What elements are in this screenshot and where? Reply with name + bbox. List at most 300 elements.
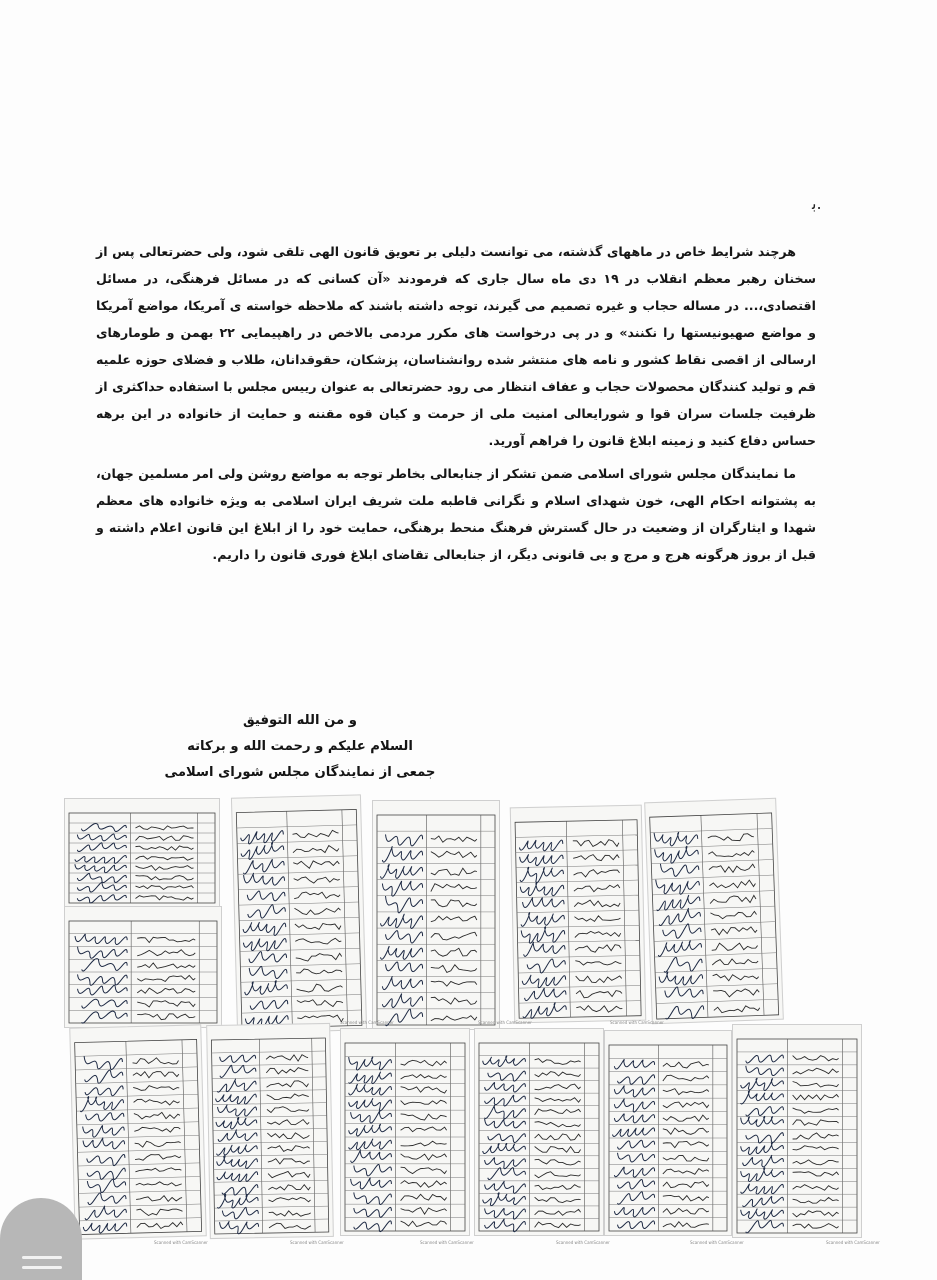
handwritten-signature xyxy=(216,1094,257,1104)
signature-sheet xyxy=(474,1028,604,1236)
handwritten-name xyxy=(401,1074,447,1079)
handwritten-signature xyxy=(82,999,127,1008)
handwritten-signature xyxy=(84,1070,122,1084)
handwritten-name xyxy=(431,932,477,940)
handwritten-signature xyxy=(349,1072,392,1084)
signature-table xyxy=(645,799,783,1023)
handwritten-signature xyxy=(381,864,423,878)
letter-body xyxy=(96,238,816,568)
handwritten-signature xyxy=(485,1105,526,1119)
handwritten-name xyxy=(401,1141,447,1146)
handwritten-name xyxy=(576,975,622,983)
handwritten-name xyxy=(713,973,759,981)
handwritten-name xyxy=(708,834,754,842)
handwritten-signature xyxy=(381,946,423,959)
handwritten-signature xyxy=(81,823,126,831)
handwritten-name xyxy=(793,1056,839,1061)
handwritten-name xyxy=(535,1146,581,1152)
handwritten-name xyxy=(431,997,477,1004)
handwritten-signature xyxy=(354,1192,392,1204)
handwritten-name xyxy=(297,999,343,1007)
handwritten-signature xyxy=(660,862,699,876)
handwritten-signature xyxy=(654,831,698,846)
handwritten-signature xyxy=(520,882,564,897)
handwritten-name xyxy=(576,990,622,998)
handwritten-signature xyxy=(618,1075,655,1085)
handwritten-signature xyxy=(77,834,126,841)
handwritten-name xyxy=(793,1211,839,1217)
handwritten-name xyxy=(135,826,193,830)
handwritten-signature xyxy=(220,1221,259,1234)
handwritten-name xyxy=(711,927,757,935)
handwritten-name xyxy=(793,1133,839,1139)
handwritten-signature xyxy=(485,1119,526,1128)
handwritten-name xyxy=(663,1128,709,1134)
handwritten-signature xyxy=(485,1181,526,1193)
handwritten-signature xyxy=(220,1065,256,1078)
handwritten-signature xyxy=(217,1194,258,1209)
handwritten-name xyxy=(135,1154,181,1161)
handwritten-name xyxy=(711,942,757,951)
signature-table xyxy=(605,1031,731,1235)
handwritten-name xyxy=(663,1195,709,1201)
handwritten-signature xyxy=(618,1192,655,1204)
handwritten-signature xyxy=(244,872,285,885)
handwritten-signature xyxy=(381,914,423,928)
handwritten-name xyxy=(134,1098,180,1106)
closing-line-2: السلام علیکم و رحمت الله و برکاته xyxy=(187,739,413,754)
handwritten-signature xyxy=(349,1124,392,1136)
handwritten-signature xyxy=(354,1207,392,1217)
handwritten-name xyxy=(401,1167,447,1173)
handwritten-name xyxy=(663,1115,709,1121)
handwritten-signature xyxy=(382,976,422,989)
handwritten-signature xyxy=(746,1133,784,1143)
handwritten-signature xyxy=(659,908,701,926)
handwritten-signature xyxy=(222,1185,258,1196)
handwritten-name xyxy=(431,981,477,986)
handwritten-signature xyxy=(614,1114,654,1123)
handwritten-name xyxy=(663,1155,709,1161)
signature-table xyxy=(341,1029,469,1235)
handwritten-name xyxy=(793,1146,839,1150)
handwritten-name xyxy=(401,1194,447,1200)
handwritten-name xyxy=(137,1001,195,1007)
handwritten-name xyxy=(401,1060,447,1065)
handwritten-signature xyxy=(349,1139,392,1150)
handwritten-signature xyxy=(386,962,423,972)
handwritten-name xyxy=(712,958,758,965)
handwritten-name xyxy=(793,1172,839,1176)
handwritten-signature xyxy=(243,859,284,874)
handwritten-signature xyxy=(75,855,126,863)
handwritten-name xyxy=(134,1112,180,1120)
handwritten-signature xyxy=(218,1129,257,1141)
handwritten-name xyxy=(431,884,477,892)
letter-paragraph-2: ما نمایندگان مجلس شورای اسلامی ضمن تشکر از جنابعالی بخاطر توجه به مواضع روشن ولی امر مسلمین جهان، به پشتوانه احکام الهی، خون شهدای اسلام و نگرانی قاطبه ملت شریف ایران اسلامی به ویژه خانواده های معظم شهدا و ایثارگران از وضعیت در حال گسترش فرهنگ منحط برهنگی، حمایت خود را از ابلاغ این قانون اعلام داشته و قبل از بروز هرگونه هرج و مرج و بی قانونی دیگر، از جنابعالی تقاضای ابلاغ فوری قانون را داریم. xyxy=(96,466,816,562)
handwritten-signature xyxy=(614,1086,654,1097)
handwritten-name xyxy=(573,854,619,861)
handwritten-name xyxy=(134,1126,180,1133)
handwritten-name xyxy=(431,868,477,875)
handwritten-signature xyxy=(217,1171,258,1182)
handwritten-signature xyxy=(349,1084,392,1095)
handwritten-name xyxy=(135,876,193,880)
handwritten-name xyxy=(663,1062,709,1068)
handwritten-name xyxy=(710,895,756,904)
handwritten-signature xyxy=(77,882,126,891)
handwritten-name xyxy=(535,1134,581,1140)
handwritten-name xyxy=(709,880,755,889)
handwritten-name xyxy=(132,1057,178,1065)
signature-table xyxy=(65,799,219,907)
handwritten-name xyxy=(267,1132,309,1139)
handwritten-name xyxy=(708,850,754,857)
handwritten-signature xyxy=(614,1208,654,1217)
handwritten-name xyxy=(663,1169,709,1175)
handwritten-signature xyxy=(386,896,423,913)
handwritten-signature xyxy=(386,931,423,943)
handwritten-name xyxy=(293,860,339,868)
handwritten-name xyxy=(135,1140,181,1147)
handwritten-signature xyxy=(741,1116,784,1126)
handwritten-signature xyxy=(354,1221,392,1232)
handwritten-signature xyxy=(75,934,127,944)
scan-footer: Scanned with CamScanner xyxy=(154,1240,208,1245)
handwritten-name xyxy=(431,948,477,956)
signature-sheet xyxy=(510,805,646,1024)
signature-table xyxy=(207,1024,333,1238)
handwritten-signature xyxy=(216,1117,257,1129)
handwritten-name xyxy=(137,950,195,956)
handwritten-signature xyxy=(741,1168,784,1182)
handwritten-name xyxy=(401,1221,447,1227)
handwritten-name xyxy=(793,1160,839,1165)
handwritten-signature xyxy=(741,1142,784,1154)
handwritten-signature xyxy=(382,881,422,896)
handwritten-name xyxy=(793,1185,839,1191)
handwritten-signature xyxy=(78,947,128,959)
handwritten-name xyxy=(575,960,621,966)
handwritten-signature xyxy=(386,834,423,845)
handwritten-signature xyxy=(527,959,565,974)
handwritten-name xyxy=(136,1208,182,1216)
handwritten-name xyxy=(133,1085,179,1091)
handwritten-name xyxy=(401,1114,447,1120)
handwritten-signature xyxy=(743,1155,784,1167)
handwritten-name xyxy=(663,1182,709,1188)
handwritten-signature xyxy=(483,1056,526,1067)
handwritten-signature xyxy=(249,966,287,980)
handwritten-signature xyxy=(75,864,126,872)
handwritten-signature xyxy=(382,994,422,1008)
handwritten-signature xyxy=(655,846,699,864)
handwritten-signature xyxy=(519,840,563,852)
handwritten-name xyxy=(137,975,195,981)
handwritten-name xyxy=(431,965,477,973)
handwritten-signature xyxy=(741,1184,784,1194)
handwritten-name xyxy=(135,846,193,850)
handwritten-signature xyxy=(218,1104,257,1116)
handwritten-signature xyxy=(522,897,564,907)
handwritten-name xyxy=(535,1172,581,1178)
handwritten-name xyxy=(535,1084,581,1090)
handwritten-name xyxy=(709,864,755,873)
handwritten-name xyxy=(575,931,621,938)
handwritten-name xyxy=(135,836,193,841)
handwritten-name xyxy=(573,869,619,877)
handwritten-name xyxy=(296,968,342,974)
handwritten-name xyxy=(573,839,619,847)
signature-sheet xyxy=(340,1028,470,1236)
handwritten-name xyxy=(535,1209,581,1215)
handwritten-signature xyxy=(664,956,703,972)
handwritten-signature xyxy=(83,1125,125,1137)
handwritten-signature xyxy=(243,938,286,951)
handwritten-signature xyxy=(349,1057,392,1070)
handwritten-name xyxy=(710,911,756,919)
handwritten-name xyxy=(135,896,193,901)
signature-table xyxy=(232,795,366,1032)
handwritten-name xyxy=(663,1089,709,1095)
handwritten-signature xyxy=(83,1137,125,1149)
signature-table xyxy=(373,801,499,1029)
handwritten-signature xyxy=(746,1055,784,1063)
handwritten-signature xyxy=(743,1196,784,1206)
signature-sheet xyxy=(64,798,220,908)
handwritten-name xyxy=(535,1109,581,1115)
handwritten-name xyxy=(267,1106,309,1112)
handwritten-name xyxy=(268,1158,310,1164)
handwritten-name xyxy=(713,988,759,997)
signature-sheet xyxy=(604,1030,732,1236)
handwritten-name xyxy=(401,1208,447,1215)
signature-table xyxy=(70,1025,205,1238)
handwritten-name xyxy=(268,1185,310,1191)
handwritten-name xyxy=(136,1181,182,1187)
scan-footer: Scanned with CamScanner xyxy=(610,1020,664,1025)
handwritten-name xyxy=(401,1154,447,1160)
signature-table xyxy=(475,1029,603,1235)
handwritten-signature xyxy=(485,1219,526,1232)
handwritten-name xyxy=(663,1075,709,1081)
handwritten-signature xyxy=(351,1111,392,1123)
handwritten-name xyxy=(663,1208,709,1214)
handwritten-signature xyxy=(614,1099,654,1112)
handwritten-name xyxy=(268,1197,310,1202)
handwritten-signature xyxy=(614,1060,654,1069)
handwritten-signature xyxy=(82,1011,127,1023)
signature-sheet xyxy=(644,798,784,1024)
handwritten-signature xyxy=(349,1099,392,1111)
handwritten-signature xyxy=(521,926,565,943)
scan-footer: Scanned with CamScanner xyxy=(826,1240,880,1245)
handwritten-name xyxy=(574,915,620,921)
handwritten-name xyxy=(293,845,339,853)
handwritten-signature xyxy=(78,974,128,985)
scroll-thumb[interactable] xyxy=(0,1198,82,1280)
handwritten-signature xyxy=(618,1140,655,1149)
handwritten-signature xyxy=(250,1000,288,1009)
handwritten-signature xyxy=(222,1207,258,1219)
handwritten-name xyxy=(793,1081,839,1087)
letter-closing xyxy=(150,708,450,786)
handwritten-name xyxy=(294,876,340,883)
handwritten-name xyxy=(663,1102,709,1108)
handwritten-signature xyxy=(488,1168,526,1180)
handwritten-signature xyxy=(77,895,126,903)
handwritten-name xyxy=(137,988,195,993)
handwritten-name xyxy=(269,1223,311,1230)
handwritten-name xyxy=(269,1210,311,1216)
page-corner-mark: ﺑ. xyxy=(812,194,822,213)
handwritten-name xyxy=(663,1141,709,1147)
handwritten-signature xyxy=(216,1145,257,1156)
signature-sheet xyxy=(206,1023,334,1239)
handwritten-signature xyxy=(351,1150,392,1163)
handwritten-name xyxy=(401,1087,447,1093)
handwritten-signature xyxy=(614,1167,654,1177)
handwritten-name xyxy=(535,1197,581,1202)
handwritten-signature xyxy=(656,895,700,911)
handwritten-signature xyxy=(83,1222,127,1233)
handwritten-name xyxy=(431,1016,477,1021)
handwritten-signature xyxy=(485,1083,526,1092)
handwritten-signature xyxy=(613,1128,655,1137)
handwritten-name xyxy=(294,891,340,899)
handwritten-signature xyxy=(485,1158,526,1169)
handwritten-signature xyxy=(523,942,565,957)
handwritten-name xyxy=(137,937,195,942)
signature-sheet xyxy=(372,800,500,1030)
handwritten-name xyxy=(136,1195,182,1202)
handwritten-name xyxy=(576,1005,622,1013)
handwritten-signature xyxy=(483,1193,526,1206)
handwritten-signature xyxy=(483,1143,526,1153)
signature-sheet xyxy=(231,794,367,1033)
handwritten-signature xyxy=(217,1155,258,1169)
handwritten-signature xyxy=(249,951,287,963)
handwritten-signature xyxy=(618,1221,655,1229)
handwritten-name xyxy=(137,963,195,968)
handwritten-name xyxy=(431,836,477,842)
handwritten-signature xyxy=(522,974,566,988)
handwritten-name xyxy=(535,1122,581,1127)
handwritten-name xyxy=(295,923,341,931)
signature-table xyxy=(733,1025,861,1237)
handwritten-name xyxy=(431,900,477,907)
handwritten-name xyxy=(793,1095,839,1100)
handwritten-signature xyxy=(741,1078,784,1090)
handwritten-name xyxy=(297,1015,343,1023)
signature-table xyxy=(65,907,221,1027)
handwritten-name xyxy=(431,851,477,857)
handwritten-signature xyxy=(77,873,126,882)
handwritten-name xyxy=(401,1100,447,1104)
handwritten-signature xyxy=(77,843,126,852)
handwritten-name xyxy=(137,1014,195,1020)
handwritten-signature xyxy=(241,831,284,845)
handwritten-signature xyxy=(86,1112,124,1121)
scan-footer: Scanned with CamScanner xyxy=(556,1240,610,1245)
handwritten-signature xyxy=(523,1003,567,1019)
handwritten-name xyxy=(574,899,620,907)
handwritten-signature xyxy=(220,1055,256,1063)
handwritten-name xyxy=(431,916,477,922)
scan-footer: Scanned with CamScanner xyxy=(690,1240,744,1245)
signature-sheet xyxy=(732,1024,862,1238)
handwritten-name xyxy=(535,1059,581,1065)
handwritten-signature xyxy=(382,847,422,863)
handwritten-name xyxy=(295,938,341,945)
handwritten-name xyxy=(793,1224,839,1229)
handwritten-signature xyxy=(658,940,702,956)
handwritten-signature xyxy=(243,922,286,937)
handwritten-name xyxy=(267,1094,309,1100)
signature-table xyxy=(511,806,645,1023)
signature-sheet xyxy=(64,906,222,1028)
handwritten-name xyxy=(135,886,193,890)
scan-footer: Scanned with CamScanner xyxy=(420,1240,474,1245)
handwritten-name xyxy=(296,983,342,992)
handwritten-signature xyxy=(78,985,128,995)
handwritten-name xyxy=(266,1081,308,1088)
handwritten-signature xyxy=(741,1209,784,1219)
handwritten-signature xyxy=(665,986,704,998)
handwritten-name xyxy=(268,1171,310,1178)
handwritten-signature xyxy=(741,1091,784,1104)
handwritten-signature xyxy=(244,980,287,995)
handwritten-signature xyxy=(248,904,286,918)
handwritten-signature xyxy=(84,1055,123,1070)
handwritten-signature xyxy=(524,988,566,1001)
handwritten-name xyxy=(793,1120,839,1125)
scan-footer: Scanned with CamScanner xyxy=(340,1020,394,1025)
handwritten-name xyxy=(714,1005,760,1013)
handwritten-name xyxy=(793,1108,839,1113)
handwritten-name xyxy=(401,1127,447,1132)
handwritten-signature xyxy=(618,1180,655,1189)
handwritten-signature xyxy=(746,1066,784,1076)
handwritten-signature xyxy=(354,1164,392,1175)
handwritten-signature xyxy=(485,1208,526,1219)
handwritten-signature xyxy=(351,1178,392,1189)
handwritten-signature xyxy=(521,912,565,926)
handwritten-signature xyxy=(520,854,564,866)
handwritten-name xyxy=(137,1222,183,1229)
handwritten-name xyxy=(135,856,193,860)
handwritten-signature xyxy=(87,1154,125,1166)
handwritten-name xyxy=(133,1071,179,1078)
handwritten-signature xyxy=(217,1079,256,1092)
handwritten-signature xyxy=(88,1192,126,1204)
handwritten-name xyxy=(793,1197,839,1203)
signature-sheet xyxy=(69,1024,207,1239)
handwritten-signature xyxy=(85,1086,123,1097)
handwritten-name xyxy=(268,1145,310,1151)
handwritten-name xyxy=(292,830,338,838)
handwritten-signature xyxy=(488,1071,526,1081)
handwritten-name xyxy=(535,1222,581,1228)
handwritten-signature xyxy=(663,923,702,938)
handwritten-signature xyxy=(241,842,284,860)
letter-paragraph-1: هرچند شرایط خاص در ماههای گذشته، می توانست دلیلی بر تعویق قانون الهی تلقی شود، ولی حضرتعالی پس از سخنان رهبر معظم انقلاب در ۱۹ دی ماه سال جاری که فرمودند «آن کسانی که در مسائل فرهنگی، در مسائل اقتصادی،... در مساله حجاب و غیره تصمیم می گیرند، توجه داشته باشند که ملاحظه خواسته ی آمریکا، مواضع آمریکا و مواضع صهیونیستها را نکنند» و در پی درخواست های مکرر مردمی بالاخص در راهپیمایی ۲۲ بهمن و طومارهای ارسالی از اقصی نقاط کشور و نامه های منتشر شده روانشناسان، پزشکان، حقوقدانان، طلاب و فضلای حوزه علمیه قم و تولید کنندگان محصولات حجاب و عفاف انتظار می رود حضرتعالی به عنوان رییس مجلس با استفاده حداکثری از ظرفیت جلسات سران قوا و شورایعالی امنیت ملی از حرمت و کیان قوه مقننه و حمایت از خانواده در این برهه حساس دفاع کنید و زمینه ابلاغ قانون را فراهم آورید. xyxy=(96,244,816,448)
handwritten-name xyxy=(535,1159,581,1165)
handwritten-signature xyxy=(488,1134,526,1143)
handwritten-signature xyxy=(618,1153,655,1162)
closing-line-3: جمعی از نمایندگان مجلس شورای اسلامی xyxy=(164,765,436,780)
handwritten-name xyxy=(574,885,620,892)
